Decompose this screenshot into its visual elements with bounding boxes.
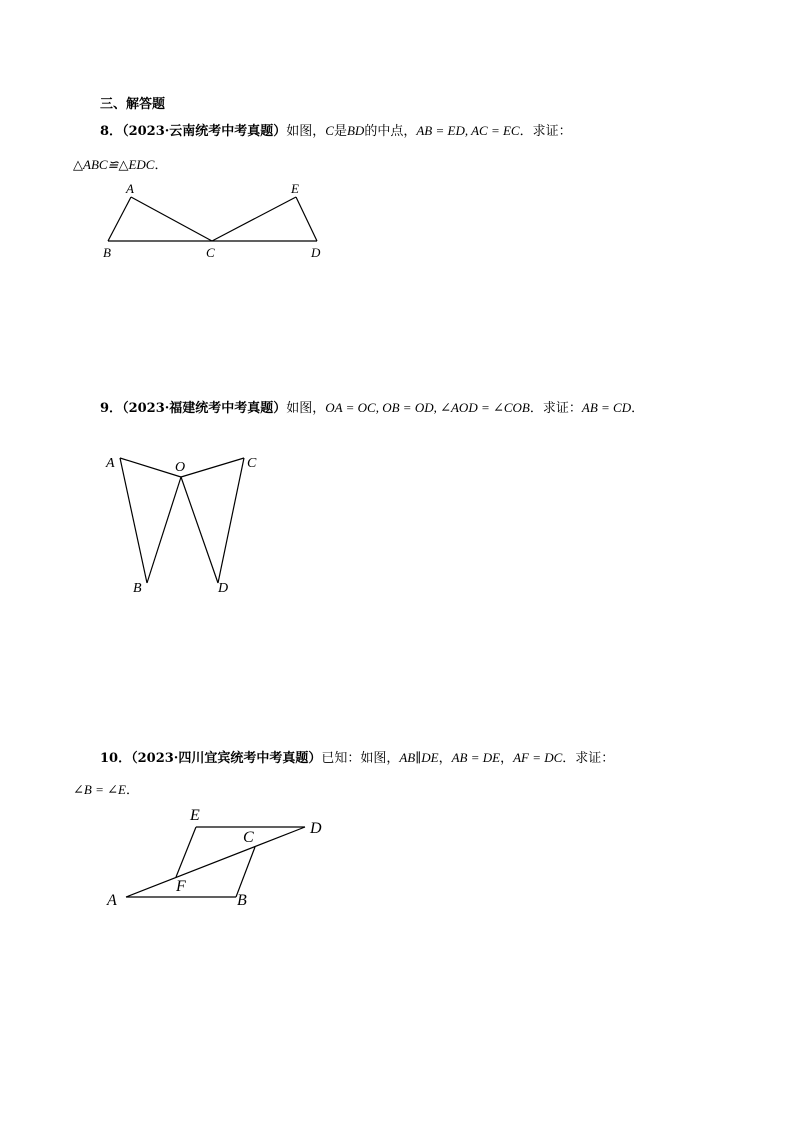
figure-8: [103, 181, 321, 260]
figure-label: A: [106, 456, 115, 471]
segment-ab: [120, 458, 147, 583]
figure-label: D: [218, 581, 229, 596]
math-condition: OA = OC, OB = OD, ∠AOD = ∠COB: [325, 400, 530, 415]
punctuation: ．: [125, 783, 139, 798]
question-number: 10: [100, 751, 119, 766]
segment-cd: [218, 458, 244, 583]
section-title: 三、解答题: [100, 97, 166, 112]
question-9-line1: 9．（2023·福建统考中考真题）如图，OA = OC, OB = OD, ∠AOD = ∠COB．求证：AB = CD．: [100, 400, 645, 416]
question-text: ．求证：: [529, 401, 582, 416]
segment-ac: [131, 197, 212, 241]
math-condition: AB = ED, AC = EC: [416, 123, 520, 138]
segment-oc: [181, 458, 244, 477]
math-condition: AB∥DE: [399, 750, 439, 765]
question-8-line1: 8．（2023·云南统考中考真题）如图，C是BD的中点，AB = ED, AC = EC．求证：: [100, 123, 572, 139]
question-source: （2023·福建统考中考真题）: [122, 401, 287, 416]
question-number: 8: [100, 124, 110, 139]
math-conclusion: AB = CD: [581, 400, 632, 415]
math-conclusion: △ABC≌△EDC: [73, 157, 155, 172]
figure-label: D: [310, 820, 322, 837]
figure-label: D: [311, 245, 321, 260]
figure-label: B: [133, 581, 142, 596]
question-text: 如图，: [286, 401, 326, 416]
figure-label: E: [291, 181, 299, 196]
question-text: 的中点，: [364, 124, 417, 139]
figure-9: [105, 456, 257, 596]
question-number: 9: [100, 401, 110, 416]
question-source: （2023·云南统考中考真题）: [122, 124, 287, 139]
segment-ef: [176, 827, 196, 877]
segment-ab: [108, 197, 131, 241]
math-segment: BD: [346, 123, 365, 138]
figure-label: B: [237, 892, 247, 909]
figure-label: C: [243, 829, 254, 846]
punctuation: ，: [500, 751, 514, 766]
segment-ed: [296, 197, 317, 241]
math-point: C: [325, 123, 334, 138]
segment-bc: [236, 847, 255, 897]
question-source: （2023·四川宜宾统考中考真题）: [131, 751, 322, 766]
question-text: 已知：如图，: [321, 751, 400, 766]
punctuation: ，: [438, 751, 452, 766]
question-10-line1: 10．（2023·四川宜宾统考中考真题）已知：如图，AB∥DE，AB = DE，AF = DC．求证：: [100, 750, 615, 766]
figure-10: [106, 807, 322, 909]
figure-label: E: [190, 807, 200, 824]
segment-ce: [212, 197, 296, 241]
question-text: ．求证：: [519, 124, 572, 139]
segment-bo: [147, 477, 181, 583]
math-condition: AF = DC: [513, 750, 563, 765]
math-condition: AB = DE: [451, 750, 501, 765]
question-text: 是: [333, 124, 347, 139]
math-conclusion: ∠B = ∠E: [73, 782, 126, 797]
question-text: ．求证：: [562, 751, 615, 766]
segment-od: [181, 477, 218, 583]
punctuation: ．: [631, 401, 645, 416]
figure-label: C: [247, 456, 257, 471]
figure-label: A: [126, 181, 134, 196]
segment-ad: [126, 827, 305, 897]
figure-label: C: [206, 245, 215, 260]
question-text: 如图，: [286, 124, 326, 139]
figure-label: F: [176, 878, 186, 895]
figure-label: A: [107, 892, 117, 909]
segment-ao: [120, 458, 181, 477]
figure-label: O: [175, 460, 186, 475]
punctuation: ．: [154, 158, 168, 173]
figure-label: B: [103, 245, 111, 260]
